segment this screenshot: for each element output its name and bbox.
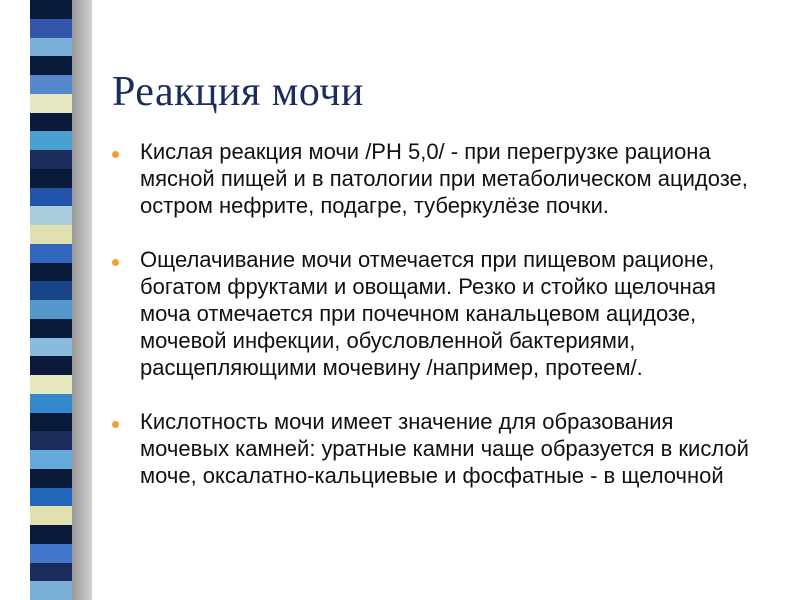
stripe-segment: [30, 244, 72, 263]
stripe-segment: [30, 563, 72, 582]
stripe-segment: [30, 19, 72, 38]
bullet-item: [108, 246, 768, 381]
stripe-segment: [30, 38, 72, 57]
stripe-segment: [30, 394, 72, 413]
slide-title: Реакция мочи: [112, 69, 364, 115]
stripe-segment: [30, 581, 72, 600]
stripe-segment: [30, 544, 72, 563]
stripe-segment: [30, 169, 72, 188]
stripe-segment: [30, 319, 72, 338]
decorative-stripe-bar: [30, 0, 72, 600]
stripe-segment: [30, 150, 72, 169]
stripe-segment: [30, 206, 72, 225]
bullet-text: Кислотность мочи имеет значение для образования мочевых камней: уратные камни чаще образуется в кислой моче, оксалатно-кальциевые и фосфатные - в щелочной: [140, 409, 749, 488]
bullet-text: Кислая реакция мочи /PH 5,0/ - при перегрузке рациона мясной пищей и в патологии при метаболическом ацидозе, остром нефрите, подагре, туберкулёзе почки.: [140, 139, 748, 218]
bullet-list: [108, 138, 768, 516]
stripe-segment: [30, 356, 72, 375]
stripe-segment: [30, 338, 72, 357]
stripe-segment: [30, 263, 72, 282]
bullet-text: Ощелачивание мочи отмечается при пищевом рационе, богатом фруктами и овощами. Резко и стойко щелочная моча отмечается при почечном канальцевом ацидозе, мочевой инфекции, обусловленной бактериями, расщепляющими мочевину /например, протеем/.: [140, 247, 716, 380]
bullet-item: [108, 138, 768, 219]
stripe-segment: [30, 56, 72, 75]
stripe-segment: [30, 113, 72, 132]
stripe-segment: [30, 188, 72, 207]
stripe-segment: [30, 131, 72, 150]
stripe-segment: [30, 525, 72, 544]
stripe-segment: [30, 506, 72, 525]
stripe-segment: [30, 94, 72, 113]
bullet-dot-icon: [112, 259, 119, 266]
stripe-segment: [30, 281, 72, 300]
stripe-segment: [30, 75, 72, 94]
stripe-segment: [30, 469, 72, 488]
stripe-segment: [30, 488, 72, 507]
bullet-dot-icon: [112, 151, 119, 158]
bullet-dot-icon: [112, 421, 119, 428]
stripe-segment: [30, 300, 72, 319]
decorative-gray-bar: [72, 0, 92, 600]
stripe-segment: [30, 450, 72, 469]
stripe-segment: [30, 413, 72, 432]
stripe-segment: [30, 431, 72, 450]
bullet-item: [108, 408, 768, 489]
stripe-segment: [30, 375, 72, 394]
stripe-segment: [30, 225, 72, 244]
stripe-segment: [30, 0, 72, 19]
